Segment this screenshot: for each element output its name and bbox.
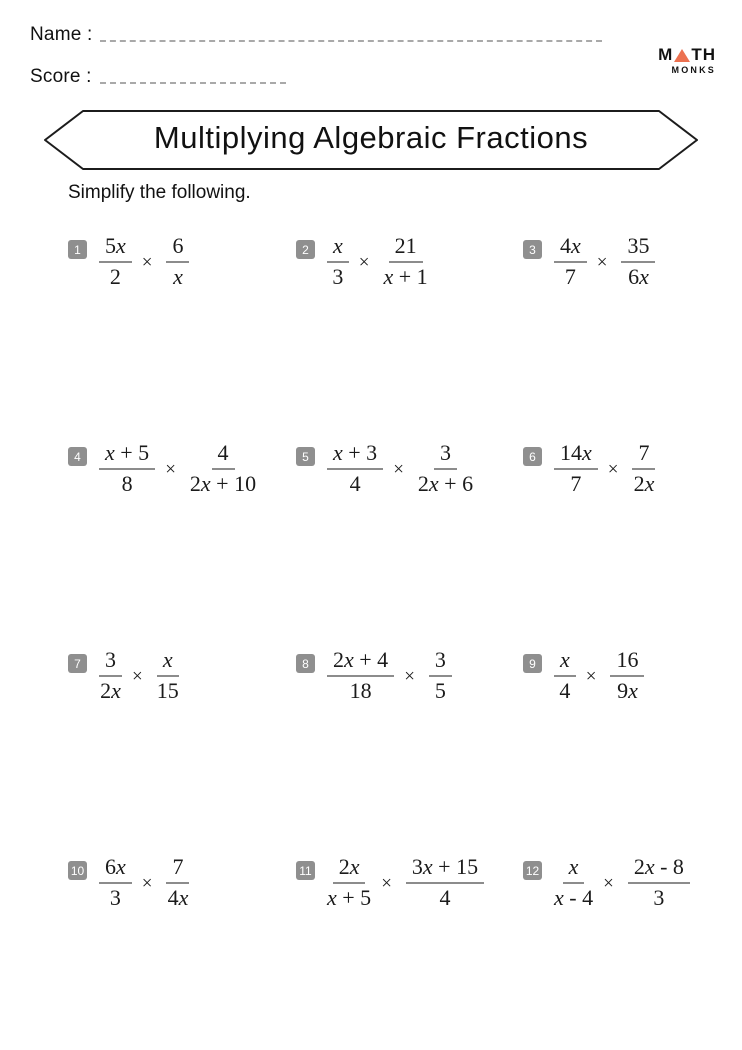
fraction-first bbox=[327, 855, 371, 910]
fraction-numerator: 3 bbox=[429, 648, 452, 677]
fraction-second bbox=[418, 441, 473, 496]
problem bbox=[523, 234, 708, 289]
problem bbox=[523, 648, 708, 703]
problem-number-badge: 7 bbox=[68, 654, 87, 673]
problem bbox=[296, 855, 523, 910]
logo-wordmark bbox=[658, 46, 716, 63]
fraction-numerator: 7 bbox=[632, 441, 655, 470]
fraction-second bbox=[621, 234, 655, 289]
fraction-second bbox=[166, 855, 189, 910]
problem-number-badge: 1 bbox=[68, 240, 87, 259]
fraction-denominator: 3 bbox=[653, 885, 665, 911]
multiplication-sign: × bbox=[404, 666, 415, 687]
fraction-numerator: 14x bbox=[554, 441, 598, 470]
multiplication-sign: × bbox=[141, 252, 153, 273]
multiplication-sign: × bbox=[607, 459, 619, 480]
problem bbox=[296, 441, 523, 496]
fraction-numerator: 35 bbox=[621, 234, 655, 263]
fraction-denominator: 2x bbox=[633, 471, 655, 497]
problem bbox=[296, 234, 523, 289]
fraction-denominator: 15 bbox=[156, 678, 179, 704]
fraction-denominator: 3 bbox=[332, 264, 344, 290]
fraction-numerator: 2x bbox=[333, 855, 366, 884]
problem-number-badge: 11 bbox=[296, 861, 315, 880]
fraction-numerator: 6 bbox=[166, 234, 189, 263]
multiplication-sign: × bbox=[358, 252, 370, 273]
fraction-first bbox=[327, 234, 349, 289]
fraction-denominator: 8 bbox=[121, 471, 133, 497]
multiplication-sign: × bbox=[596, 252, 608, 273]
fraction-numerator: 4x bbox=[554, 234, 587, 263]
fraction-denominator: 2x + 6 bbox=[417, 471, 474, 497]
name-blank-line[interactable] bbox=[100, 40, 602, 42]
problem-number-badge: 10 bbox=[68, 861, 87, 880]
problem bbox=[68, 441, 296, 496]
triangle-icon bbox=[674, 49, 690, 62]
name-field-row bbox=[30, 24, 602, 46]
multiplication-sign: × bbox=[165, 459, 176, 480]
fraction-second bbox=[406, 855, 484, 910]
fraction-numerator: x bbox=[554, 648, 576, 677]
score-blank-line[interactable] bbox=[100, 82, 286, 84]
fraction-numerator: 2x + 4 bbox=[327, 648, 394, 677]
fraction-numerator: 7 bbox=[166, 855, 189, 884]
fraction-first bbox=[554, 648, 576, 703]
fraction-denominator: 4 bbox=[559, 678, 571, 704]
fraction-second bbox=[383, 234, 427, 289]
fraction-first bbox=[99, 441, 155, 496]
fraction-denominator: x + 1 bbox=[383, 264, 428, 290]
fraction-denominator: 9x bbox=[617, 678, 638, 704]
fraction-denominator: 2x + 10 bbox=[189, 471, 257, 497]
problem bbox=[68, 855, 296, 910]
fraction-denominator: 7 bbox=[564, 264, 576, 290]
fraction-first bbox=[327, 648, 394, 703]
fraction-denominator: 4 bbox=[439, 885, 451, 911]
fraction-numerator: 16 bbox=[610, 648, 644, 677]
fraction-numerator: x bbox=[157, 648, 179, 677]
fraction-numerator: 4 bbox=[212, 441, 235, 470]
problem bbox=[523, 855, 708, 910]
fraction-second bbox=[628, 855, 690, 910]
multiplication-sign: × bbox=[393, 459, 404, 480]
fraction-first bbox=[554, 855, 593, 910]
fraction-second bbox=[157, 648, 179, 703]
problem-number-badge: 3 bbox=[523, 240, 542, 259]
fraction-denominator: 18 bbox=[349, 678, 372, 704]
fraction-numerator: 6x bbox=[99, 855, 132, 884]
problems-grid bbox=[68, 234, 708, 1050]
fraction-numerator: x bbox=[563, 855, 585, 884]
problem bbox=[523, 441, 708, 496]
problem-number-badge: 5 bbox=[296, 447, 315, 466]
fraction-second bbox=[632, 441, 655, 496]
fraction-second bbox=[610, 648, 644, 703]
fraction-denominator: x - 4 bbox=[554, 885, 594, 911]
fraction-first bbox=[327, 441, 383, 496]
instruction-text: Simplify the following. bbox=[68, 182, 251, 203]
problem-number-badge: 12 bbox=[523, 861, 542, 880]
fraction-denominator: 3 bbox=[109, 885, 121, 911]
fraction-first bbox=[99, 234, 132, 289]
problem-number-badge: 9 bbox=[523, 654, 542, 673]
fraction-denominator: x bbox=[173, 264, 183, 290]
fraction-first bbox=[99, 855, 132, 910]
fraction-denominator: 5 bbox=[434, 678, 446, 704]
logo-part2: TH bbox=[691, 45, 716, 64]
multiplication-sign: × bbox=[585, 666, 597, 687]
name-label: Name : bbox=[30, 24, 93, 45]
fraction-denominator: 6x bbox=[628, 264, 649, 290]
problem-number-badge: 4 bbox=[68, 447, 87, 466]
fraction-numerator: 5x bbox=[99, 234, 132, 263]
fraction-numerator: 2x - 8 bbox=[628, 855, 690, 884]
fraction-first bbox=[554, 441, 598, 496]
fraction-denominator: 4x bbox=[167, 885, 189, 911]
page-title: Multiplying Algebraic Fractions bbox=[153, 120, 589, 155]
fraction-numerator: x + 3 bbox=[327, 441, 383, 470]
problem-number-badge: 2 bbox=[296, 240, 315, 259]
logo-subtitle: MONKS bbox=[671, 65, 716, 75]
multiplication-sign: × bbox=[381, 873, 392, 894]
fraction-second bbox=[166, 234, 189, 289]
problem bbox=[296, 648, 523, 703]
fraction-numerator: 3 bbox=[99, 648, 122, 677]
problem-number-badge: 6 bbox=[523, 447, 542, 466]
fraction-second bbox=[190, 441, 256, 496]
math-monks-logo bbox=[658, 46, 716, 75]
fraction-second bbox=[429, 648, 452, 703]
problem bbox=[68, 648, 296, 703]
fraction-numerator: 21 bbox=[389, 234, 423, 263]
fraction-numerator: 3 bbox=[434, 441, 457, 470]
fraction-denominator: 2x bbox=[100, 678, 121, 704]
multiplication-sign: × bbox=[141, 873, 153, 894]
fraction-denominator: x + 5 bbox=[327, 885, 372, 911]
score-field-row bbox=[30, 66, 286, 88]
fraction-first bbox=[554, 234, 587, 289]
fraction-denominator: 7 bbox=[570, 471, 582, 497]
fraction-numerator: 3x + 15 bbox=[406, 855, 484, 884]
fraction-numerator: x + 5 bbox=[99, 441, 155, 470]
multiplication-sign: × bbox=[603, 873, 614, 894]
fraction-denominator: 4 bbox=[349, 471, 361, 497]
problem-number-badge: 8 bbox=[296, 654, 315, 673]
fraction-numerator: x bbox=[327, 234, 349, 263]
fraction-denominator: 2 bbox=[109, 264, 121, 290]
problem bbox=[68, 234, 296, 289]
fraction-first bbox=[99, 648, 122, 703]
multiplication-sign: × bbox=[132, 666, 143, 687]
logo-part1: M bbox=[658, 45, 674, 64]
score-label: Score : bbox=[30, 66, 92, 87]
